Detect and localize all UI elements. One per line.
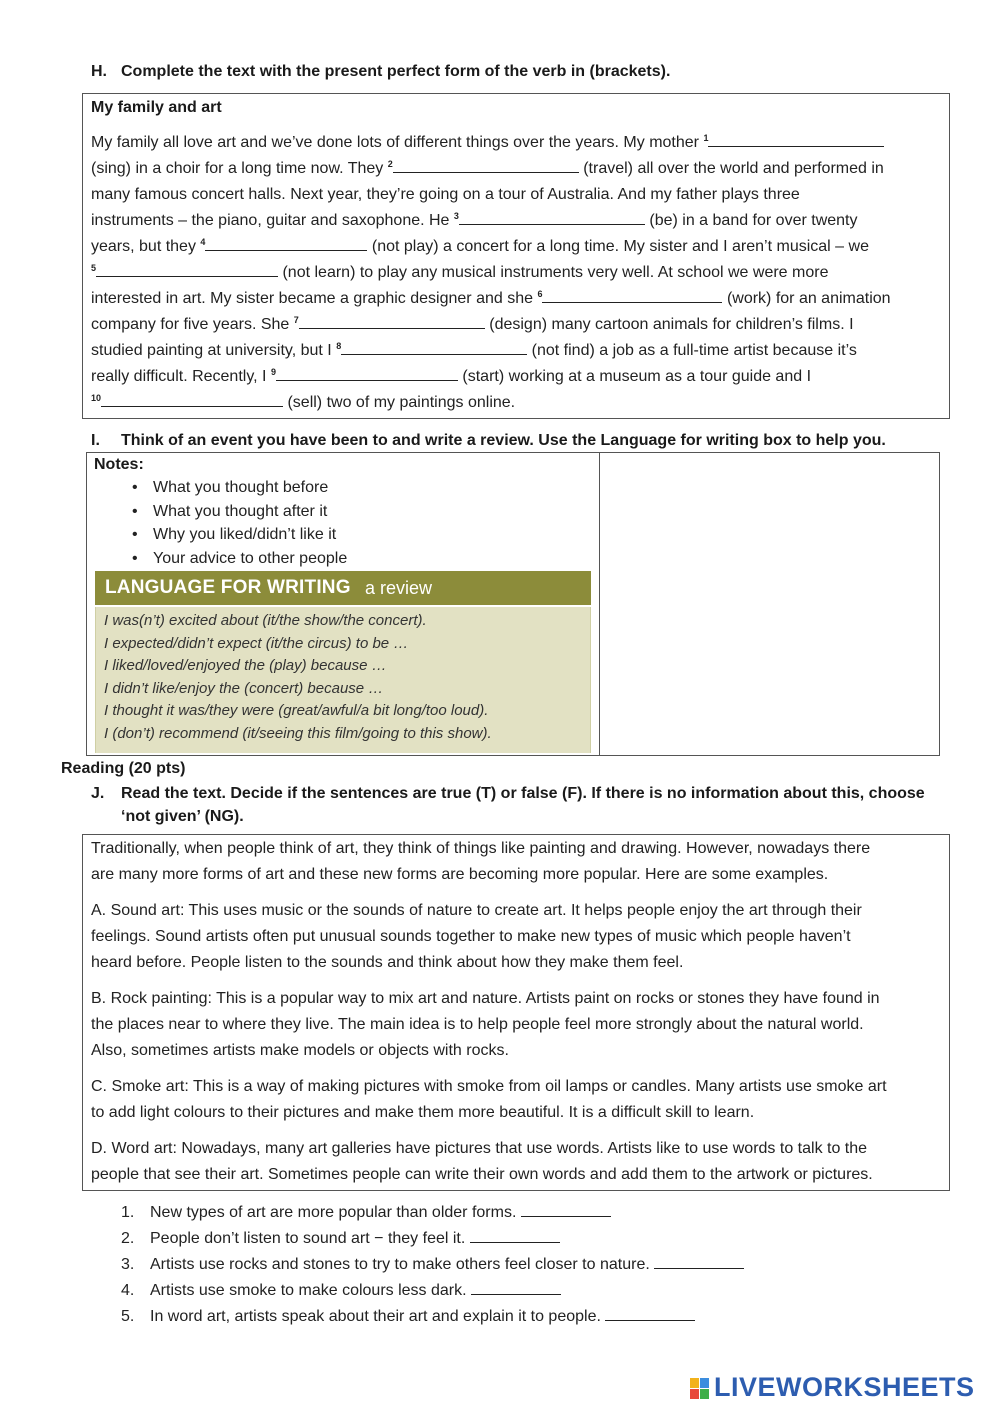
question-item: 3. Artists use rocks and stones to try to make others feel closer to nature. [121, 1252, 921, 1278]
story-line: instruments – the piano, guitar and saxophone. He $^3$ (be) in a band for over twenty [91, 211, 858, 229]
section-h-heading: H. Complete the text with the present perfect form of the verb in (brackets). [91, 63, 671, 80]
lfw-line: I didn’t like/enjoy the (concert) because … [104, 679, 384, 697]
lfw-line: I liked/loved/enjoyed the (play) because … [104, 657, 387, 674]
lfw-line: I thought it was/they were (great/awful/a bit long/too loud). [104, 702, 489, 719]
notes-title: Notes: [94, 456, 144, 473]
story-text [91, 130, 941, 416]
blank-5[interactable] [96, 262, 278, 277]
blank-4[interactable] [205, 236, 367, 251]
lfw-line: I expected/didn’t expect (it/the circus) to be … [104, 634, 409, 652]
lfw-line: I (don’t) recommend (it/seeing this film/going to this show). [104, 724, 492, 742]
story-line: My family all love art and we’ve done lots of different things over the years. My mother $^1$ [91, 130, 941, 156]
story-line: $^{10}$ (sell) two of my paintings online. [91, 393, 516, 411]
list-item: • What you thought before [95, 476, 595, 500]
question-item: 1. New types of art are more popular than older forms. [121, 1200, 921, 1226]
list-item: • Your advice to other people [95, 547, 595, 571]
blank-3[interactable] [459, 210, 645, 225]
question-item: 4. Artists use smoke to make colours less dark. [121, 1278, 921, 1304]
review-writing-area[interactable] [600, 453, 939, 755]
answer-blank-3[interactable] [654, 1254, 744, 1269]
logo-text: LIVEWORKSHEETS [714, 1372, 975, 1402]
language-for-writing-box [95, 607, 591, 753]
blank-9[interactable] [276, 366, 458, 381]
paragraph-d: D. Word art: Nowadays, many art galleries have pictures that use words. Artists like to use words to talk to the people that see their art. Sometimes people can write their own words and add them to the artwork or pictures. [91, 1140, 873, 1183]
story-line: studied painting at university, but I $^8$ (not find) a job as a full-time artist because it’s [91, 341, 857, 359]
answer-blank-2[interactable] [470, 1228, 560, 1243]
blank-1[interactable] [708, 132, 884, 147]
story-line: many famous concert halls. Next year, they’re going on a tour of Australia. And my father plays three [91, 186, 800, 203]
reading-text [91, 836, 946, 1188]
lfw-title: LANGUAGE FOR WRITING [105, 577, 351, 598]
story-line: years, but they $^4$ (not play) a concert for a long time. My sister and I aren’t musical – we [91, 237, 869, 255]
language-for-writing-header [95, 571, 591, 605]
reading-title: Reading (20 pts) [61, 760, 186, 777]
list-item: • Why you liked/didn’t like it [95, 523, 595, 547]
story-line: interested in art. My sister became a graphic designer and she $^6$ (work) for an animation [91, 289, 891, 307]
blank-6[interactable] [542, 288, 722, 303]
list-item: • What you thought after it [95, 500, 595, 524]
paragraph-intro: Traditionally, when people think of art, they think of things like painting and drawing. However, nowadays there are many more forms of art and these new forms are becoming more popular. Here are some examples. [91, 840, 871, 883]
answer-blank-4[interactable] [471, 1280, 561, 1295]
section-i-heading: I. Think of an event you have been to and write a review. Use the Language for writing box to help you. [91, 432, 886, 449]
paragraph-a: A. Sound art: This uses music or the sounds of nature to create art. It helps people enjoy the art through their feelings. Sound artists often put unusual sounds together to make new types of music which people haven’t heard before. People listen to the sounds and think about how they make them feel. [91, 902, 862, 971]
blank-7[interactable] [299, 314, 485, 329]
answer-blank-1[interactable] [521, 1202, 611, 1217]
blank-10[interactable] [101, 392, 283, 407]
blank-8[interactable] [341, 340, 527, 355]
logo-cube-icon [690, 1378, 710, 1400]
questions-list [121, 1200, 921, 1330]
story-line: $^5$ (not learn) to play any musical instruments very well. At school we were more [91, 263, 829, 281]
blank-2[interactable] [393, 158, 579, 173]
story-title: My family and art [91, 99, 222, 116]
story-line: really difficult. Recently, I $^9$ (start) working at a museum as a tour guide and I [91, 367, 812, 385]
question-item: 5. In word art, artists speak about their art and explain it to people. [121, 1304, 921, 1330]
notes-list [95, 476, 595, 570]
paragraph-b: B. Rock painting: This is a popular way to mix art and nature. Artists paint on rocks or stones they have found in the places near to where they live. The main idea is to help people feel more strongly about the natural world. Also, sometimes artists make models or objects with rocks. [91, 990, 880, 1059]
section-j-heading: J. Read the text. Decide if the sentences are true (T) or false (F). If there is no information about this, choose ‘not given’ (NG). [91, 785, 925, 825]
paragraph-c: C. Smoke art: This is a way of making pictures with smoke from oil lamps or candles. Many artists use smoke art to add light colours to their pictures and make them more beautiful. It is a difficult skill to learn. [91, 1078, 887, 1121]
story-line: (sing) in a choir for a long time now. They $^2$ (travel) all over the world and performed in [91, 159, 884, 177]
story-line: company for five years. She $^7$ (design) many cartoon animals for children’s films. I [91, 315, 854, 333]
lfw-line: I was(n’t) excited about (it/the show/the concert). [104, 612, 427, 629]
lfw-subtitle: a review [365, 578, 433, 598]
question-item: 2. People don’t listen to sound art − they feel it. [121, 1226, 921, 1252]
answer-blank-5[interactable] [605, 1306, 695, 1321]
